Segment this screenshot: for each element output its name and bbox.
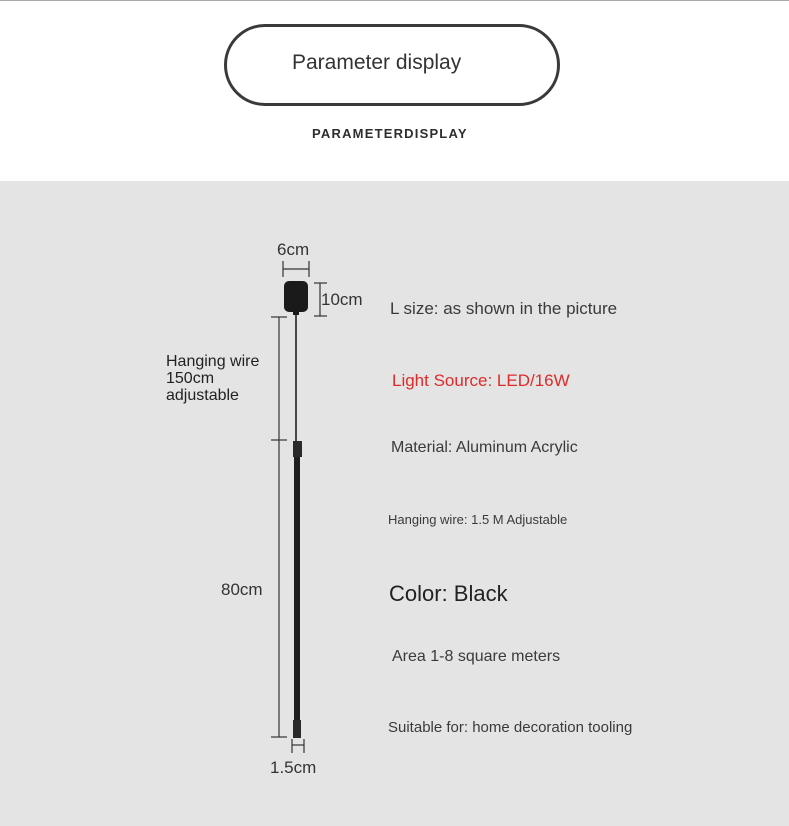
- spec-color: Color: Black: [389, 581, 508, 606]
- hanging-wire-line1: Hanging wire: [166, 353, 260, 370]
- lamp-tube: [294, 457, 300, 721]
- lamp-canopy: [284, 281, 308, 312]
- page-subtitle: PARAMETERDISPLAY: [312, 126, 468, 141]
- length-dimension-line: [271, 317, 287, 737]
- spec-suitable: Suitable for: home decoration tooling: [388, 719, 633, 736]
- spec-hanging-wire: Hanging wire: 1.5 M Adjustable: [388, 512, 568, 527]
- page-title: Parameter display: [292, 51, 462, 74]
- spec-material: Material: Aluminum Acrylic: [391, 439, 578, 456]
- tube-length-label: 80cm: [221, 580, 263, 599]
- spec-light-source: Light Source: LED/16W: [392, 371, 570, 390]
- width-dimension-line: [283, 261, 309, 277]
- canopy-height-label: 10cm: [321, 290, 363, 309]
- width-label: 6cm: [277, 240, 310, 259]
- spec-area: Area 1-8 square meters: [392, 648, 561, 665]
- hanging-wire-line2: 150cm: [166, 370, 215, 387]
- spec-size: L size: as shown in the picture: [390, 299, 618, 318]
- tube-end: [293, 720, 301, 738]
- hanging-wire-annotation: [166, 353, 259, 404]
- tube-connector: [293, 441, 302, 457]
- diameter-dimension-line: [292, 739, 304, 753]
- tube-diameter-label: 1.5cm: [270, 758, 317, 777]
- hanging-wire-line3: adjustable: [166, 387, 239, 404]
